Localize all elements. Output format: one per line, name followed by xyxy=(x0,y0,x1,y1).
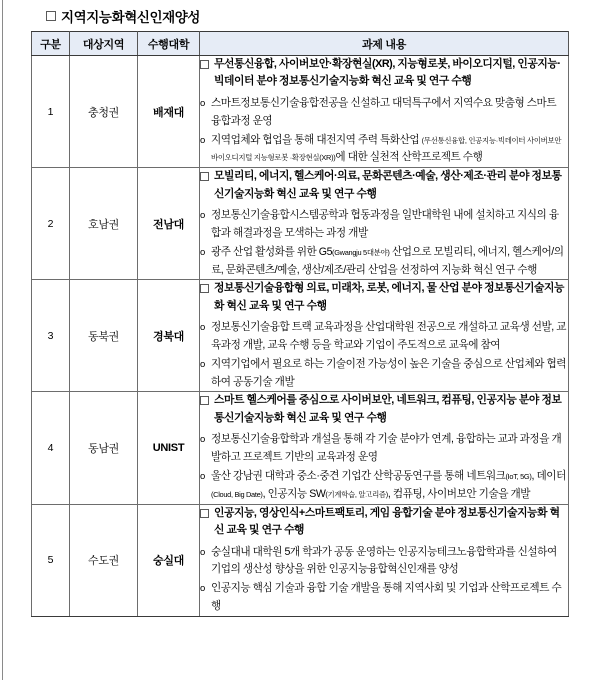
table-row xyxy=(32,280,569,392)
bullet-note: (Cloud, Big Date) xyxy=(211,489,263,499)
cell-content xyxy=(200,56,569,168)
column-header-region: 대상지역 xyxy=(70,32,138,56)
page-left-rule xyxy=(2,0,3,680)
task-bullet-list xyxy=(200,95,568,167)
bullet-note: (무선통신융합, 인공지능·빅데이터 사이버보안 바이오디지털 지능형로봇 ·확장현실(XR)) xyxy=(211,135,562,163)
table-row xyxy=(32,168,569,280)
document-heading xyxy=(31,0,569,31)
task-bullet-list xyxy=(200,431,568,503)
bullet-note: (Gwangju 5대분야) xyxy=(332,247,390,257)
empty-checkbox-icon xyxy=(200,396,209,405)
list-item xyxy=(200,244,568,280)
cell-university: 배재대 xyxy=(138,56,200,168)
task-bullet-list xyxy=(200,544,568,616)
bullet-text: 울산 강남권 대학과 중소·중견 기업간 산학공동연구를 통해 네트워크 xyxy=(211,470,506,483)
task-bullet-list xyxy=(200,207,568,279)
table-header-row xyxy=(32,32,569,56)
cell-no: 5 xyxy=(32,504,70,616)
cell-university: UNIST xyxy=(138,392,200,504)
cell-university: 숭실대 xyxy=(138,504,200,616)
list-item xyxy=(200,207,568,243)
empty-checkbox-icon xyxy=(200,284,209,293)
cell-region: 충청권 xyxy=(70,56,138,168)
bullet-note: (기계학습, 알고리즘) xyxy=(325,489,388,499)
list-item xyxy=(200,580,568,616)
cell-content xyxy=(200,168,569,280)
cell-university: 경북대 xyxy=(138,280,200,392)
table-row xyxy=(32,392,569,504)
task-title-text: 모빌리티, 에너지, 헬스케어·의료, 문화콘텐츠·예술, 생산·제조·관리 분야 정보통신기술지능화 혁신 교육 및 연구 수행 xyxy=(214,170,562,200)
list-item xyxy=(200,132,568,168)
empty-checkbox-icon xyxy=(46,11,56,21)
column-header-content: 과제 내용 xyxy=(200,32,569,56)
task-title xyxy=(200,505,568,540)
cell-region: 동북권 xyxy=(70,280,138,392)
bullet-text: 인공지능 핵심 기술과 융합 기술 개발을 통해 지역사회 및 기업과 산학프로젝트 수행 xyxy=(211,582,562,612)
task-title-text: 스마트 헬스케어를 중심으로 사이버보안, 네트워크, 컴퓨팅, 인공지능 분야 정보통신기술지능화 혁신 교육 및 연구 수행 xyxy=(214,394,562,424)
list-item xyxy=(200,544,568,580)
cell-no: 4 xyxy=(32,392,70,504)
bullet-text-tail: , 인공지능 SW xyxy=(262,487,326,500)
cell-content xyxy=(200,392,569,504)
table-body xyxy=(32,56,569,617)
bullet-text: 지역업체와 협업을 통해 대전지역 주력 특화산업 xyxy=(211,133,422,146)
column-header-university: 수행대학 xyxy=(138,32,200,56)
empty-checkbox-icon xyxy=(200,509,209,518)
bullet-text: 스마트정보통신기술융합전공을 신설하고 대덕특구에서 지역수요 맞춤형 스마트 융합과정 운영 xyxy=(211,96,557,127)
bullet-text: 숭실대내 대학원 5개 학과가 공동 운영하는 인공지능테크노융합학과를 신설하여 기업의 생산성 향상을 위한 인공지능융합혁신인재를 양성 xyxy=(211,545,557,576)
cell-no: 2 xyxy=(32,168,70,280)
list-item xyxy=(200,95,568,131)
document-body xyxy=(31,0,569,617)
list-item xyxy=(200,319,568,355)
bullet-text: 정보통신기술융합 트랙 교육과정을 산업대학원 전공으로 개설하고 교육생 선발, 교육과정 개발, 교육 수행 등을 학교와 기업이 주도적으로 교육에 참여 xyxy=(211,321,567,352)
task-bullet-list xyxy=(200,319,568,391)
task-title xyxy=(200,392,568,427)
bullet-text: 정보통신기술융합학과 개설을 통해 각 기술 분야가 연계, 융합하는 교과 과정을 개발하고 프로젝트 기반의 교육과정 운영 xyxy=(211,433,562,464)
empty-checkbox-icon xyxy=(200,60,209,69)
bullet-text-mid: , 데이터 xyxy=(531,470,566,483)
table-row xyxy=(32,56,569,168)
cell-region: 호남권 xyxy=(70,168,138,280)
cell-region: 동남권 xyxy=(70,392,138,504)
list-item xyxy=(200,431,568,467)
task-title xyxy=(200,56,568,91)
cell-no: 3 xyxy=(32,280,70,392)
empty-checkbox-icon xyxy=(200,172,209,181)
cell-no: 1 xyxy=(32,56,70,168)
bullet-text: 광주 산업 활성화를 위한 G5 xyxy=(211,245,333,258)
task-title-text: 인공지능, 영상인식+스마트팩토리, 게임 융합기술 분야 정보통신기술지능화 혁신 교육 및 연구 수행 xyxy=(214,506,560,537)
bullet-text-tail2: , 컴퓨팅, 사이버보안 기술을 개발 xyxy=(387,487,531,500)
bullet-text-tail: 산업으로 모빌리티, 에너지, 헬스케어/의료, 문화콘텐츠/예술, 생산/제조/관리 산업을 선정하여 지능화 혁신 연구 수행 xyxy=(211,245,564,276)
cell-content xyxy=(200,280,569,392)
cell-content xyxy=(200,504,569,616)
bullet-note: (IoT, 5G) xyxy=(505,472,532,482)
list-item xyxy=(200,468,568,504)
document-heading-text: 지역지능화혁신인재양성 xyxy=(61,9,201,25)
task-title-text: 무선통신융합, 사이버보안·확장현실(XR), 지능형로봇, 바이오디지털, 인공지능·빅데이터 분야 정보통신기술지능화 혁신 교육 및 연구 수행 xyxy=(214,58,561,88)
cell-university: 전남대 xyxy=(138,168,200,280)
bullet-text-tail: 에 대한 실천적 산학프로젝트 수행 xyxy=(335,151,483,164)
column-header-no: 구분 xyxy=(32,32,70,56)
program-table xyxy=(31,31,569,617)
list-item xyxy=(200,356,568,392)
task-title xyxy=(200,168,568,203)
cell-region: 수도권 xyxy=(70,504,138,616)
task-title-text: 정보통신기술융합형 의료, 미래차, 로봇, 에너지, 물 산업 분야 정보통신기술지능화 혁신 교육 및 연구 수행 xyxy=(214,282,564,312)
table-row xyxy=(32,504,569,616)
bullet-text: 정보통신기술융합시스템공학과 협동과정을 일반대학원 내에 설치하고 지식의 융합과 해결과정을 모색하는 과정 개발 xyxy=(211,209,559,239)
bullet-text: 지역기업에서 필요로 하는 기술이전 가능성이 높은 기술을 중심으로 산업체와 협력하여 공동기술 개발 xyxy=(211,357,567,388)
task-title xyxy=(200,280,568,315)
